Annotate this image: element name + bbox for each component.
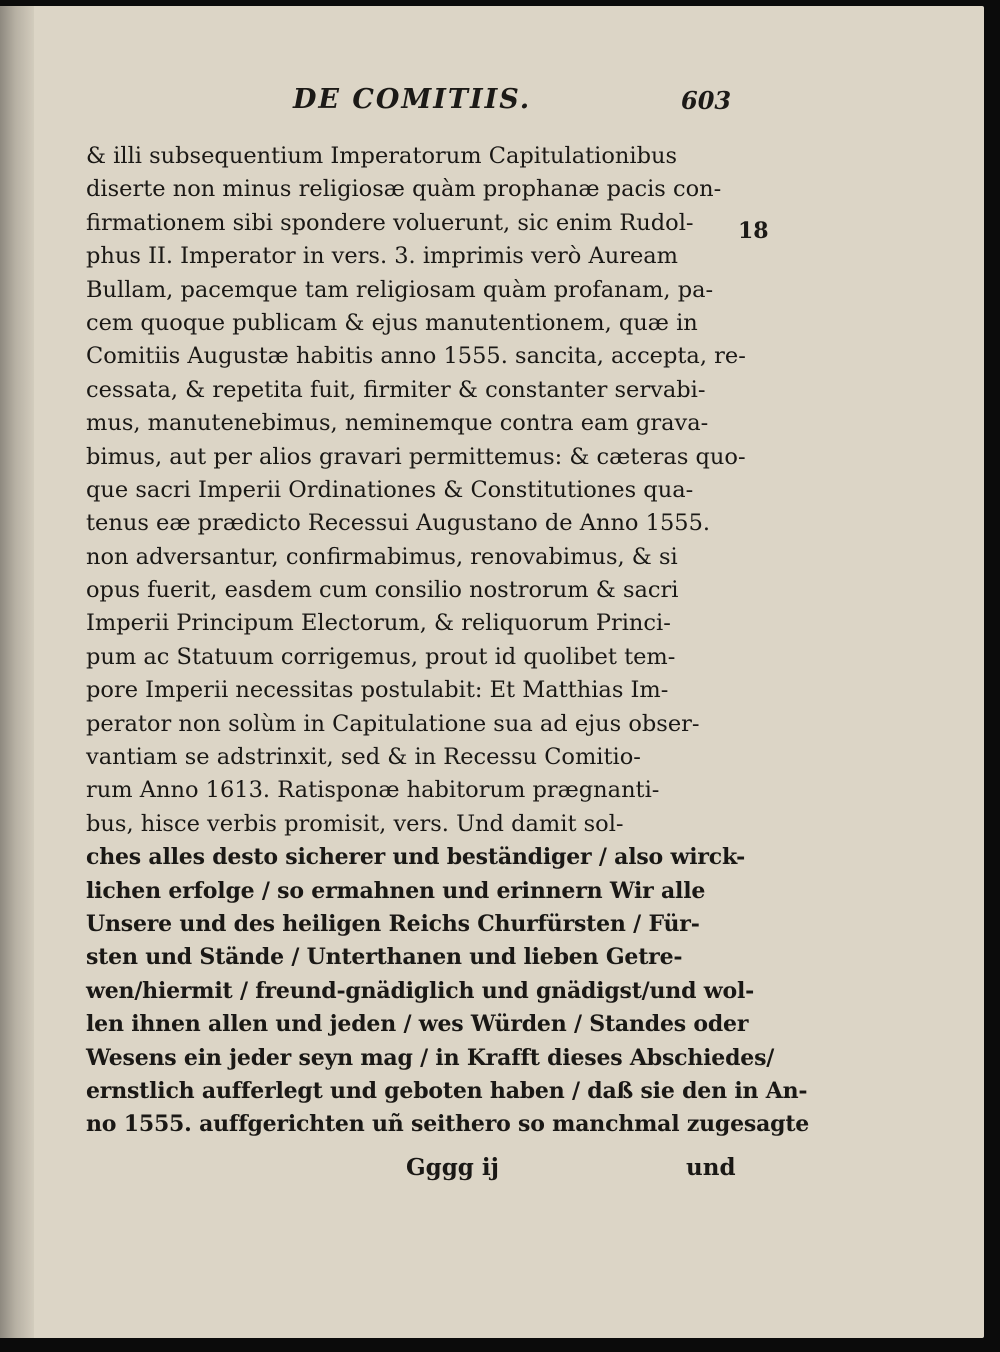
page-footer [86, 1154, 746, 1188]
text-line: firmationem sibi spondere voluerunt, sic enim Rudol- [86, 209, 694, 236]
page-number: 603 [681, 86, 732, 115]
page-gutter [0, 6, 34, 1338]
text-line: cem quoque publicam & ejus manutentionem, quæ in [86, 309, 698, 336]
text-line: pum ac Statuum corrigemus, prout id quolibet tem- [86, 643, 676, 670]
text-line: diserte non minus religiosæ quàm prophanæ pacis con- [86, 176, 722, 203]
text-line: & illi subsequentium Imperatorum Capitulationibus [86, 143, 678, 169]
text-line: non adversantur, confirmabimus, renovabimus, & si [86, 543, 678, 570]
text-line: que sacri Imperii Ordinationes & Constitutiones qua- [86, 476, 694, 503]
text-line: Comitiis Augustæ habitis anno 1555. sancita, accepta, re- [86, 343, 746, 370]
fraktur-line: wen/hiermit / freund-gnädiglich und gnädigst/und wol- [86, 977, 755, 1004]
signature-mark: Gggg ij [406, 1154, 499, 1181]
fraktur-line: len ihnen allen und jeden / wes Würden / Standes oder [86, 1011, 749, 1038]
text-line: rum Anno 1613. Ratisponæ habitorum prægnanti- [86, 777, 660, 804]
text-line: phus II. Imperator in vers. 3. imprimis verò Auream [86, 243, 679, 270]
text-line: Bullam, pacemque tam religiosam quàm profanam, pa- [86, 276, 714, 303]
fraktur-line: ernstlich aufferlegt und geboten haben / daß sie den in An- [86, 1077, 808, 1104]
fraktur-line: ches alles desto sicherer und beständiger / also wirck- [86, 844, 746, 871]
text-line: Imperii Principum Electorum, & reliquorum Princi- [86, 610, 671, 637]
text-line: cessata, & repetita fuit, firmiter & constanter servabi- [86, 376, 706, 403]
text-line: vantiam se adstrinxit, sed & in Recessu Comitio- [86, 744, 641, 771]
text-line: perator non solùm in Capitulatione sua ad ejus obser- [86, 710, 700, 737]
fraktur-line: sten und Stände / Unterthanen und lieben Getre- [86, 944, 683, 971]
fraktur-line: no 1555. auffgerichten uñ seithero so manchmal zugesagte [86, 1111, 810, 1138]
text-line: bimus, aut per alios gravari permittemus: & cæteras quo- [86, 443, 746, 470]
fraktur-line: Wesens ein jeder seyn mag / in Krafft dieses Abschiedes/ [86, 1044, 775, 1071]
fraktur-line: lichen erfolge / so ermahnen und erinnern Wir alle [86, 877, 706, 904]
text-line: mus, manutenebimus, neminemque contra eam grava- [86, 410, 709, 437]
text-line: pore Imperii necessitas postulabit: Et Matthias Im- [86, 677, 669, 704]
fraktur-line: Unsere und des heiligen Reichs Churfürsten / Für- [86, 910, 700, 937]
text-line: bus, hisce verbis promisit, vers. Und damit sol- [86, 810, 624, 837]
text-line: opus fuerit, easdem cum consilio nostrorum & sacri [86, 577, 679, 604]
running-head: DE COMITIIS. [293, 84, 532, 115]
margin-note-number: 18 [738, 218, 769, 244]
book-page [0, 6, 984, 1338]
catchword: und [686, 1154, 736, 1181]
text-line: tenus eæ prædicto Recessui Augustano de Anno 1555. [86, 510, 711, 537]
